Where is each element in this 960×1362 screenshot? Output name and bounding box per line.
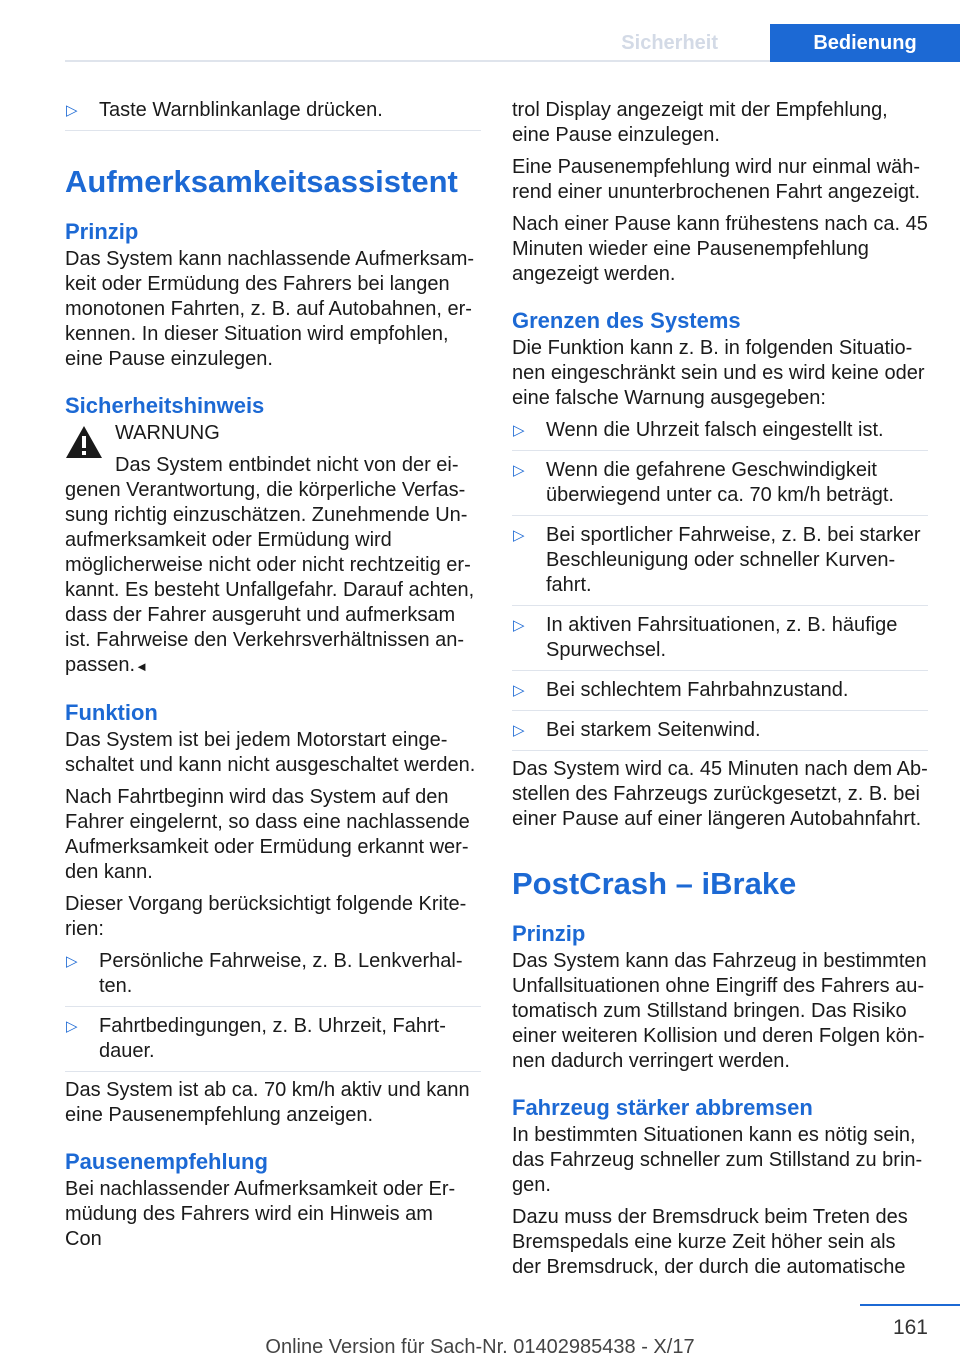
triangle-bullet-icon: ▷ xyxy=(513,617,525,634)
subheading-prinzip-2: Prinzip xyxy=(512,921,586,946)
list-item: ▷ Wenn die Uhrzeit falsch eingestellt ist. xyxy=(512,418,928,451)
section-title-postcrash: PostCrash – iBrake xyxy=(512,866,797,901)
online-version-footer: Online Version für Sach-Nr. 01402985438 - X/17 xyxy=(265,1336,695,1358)
triangle-bullet-icon: ▷ xyxy=(513,682,525,699)
tab-sicherheit[interactable]: Sicherheit xyxy=(621,32,718,54)
subheading-prinzip: Prinzip xyxy=(65,219,139,244)
funktion-text-1: Das System ist bei jedem Motorstart eingeschaltet und kann nicht ausgeschaltet werden. xyxy=(65,729,476,776)
triangle-bullet-icon: ▷ xyxy=(513,722,525,739)
subheading-funktion: Funktion xyxy=(65,700,158,725)
postcrash-prinzip-text: Das System kann das Fahrzeug in bestimmten Unfallsituationen ohne Eingriff des Fahrers automatisch zum Stillstand bringen. Das Risiko einer weiteren Kollision und deren Folgen können dadurch verringert werden. xyxy=(512,950,927,1072)
warning-triangle-icon xyxy=(65,424,103,460)
end-mark: ◄ xyxy=(135,659,148,674)
subheading-pausenempfehlung: Pausenempfehlung xyxy=(65,1149,268,1174)
list-item: ▷ Wenn die gefahrene Geschwindigkeit überwiegend unter ca. 70 km/h beträgt. xyxy=(512,458,928,516)
list-item: ▷ In aktiven Fahrsituationen, z. B. häufige Spurwechsel. xyxy=(512,613,928,671)
list-item: ▷ Fahrtbedingungen, z. B. Uhrzeit, Fahrtdauer. xyxy=(65,1014,481,1072)
tab-bedienung[interactable]: Bedienung xyxy=(770,24,960,62)
grenzen-text: Die Funktion kann z. B. in folgenden Situationen eingeschränkt sein und es wird keine oder eine falsche Warnung ausgegeben: xyxy=(512,337,925,409)
limits-list xyxy=(512,418,928,751)
right-column xyxy=(512,98,928,1287)
subheading-grenzen: Grenzen des Systems xyxy=(512,308,741,333)
list-item: ▷ Bei schlechtem Fahrbahnzustand. xyxy=(512,678,928,711)
warning-box xyxy=(65,421,481,679)
funktion-text-3: Dieser Vorgang berücksichtigt folgende Kriterien: xyxy=(65,893,467,940)
triangle-bullet-icon: ▷ xyxy=(513,422,525,439)
brake-text-2: Dazu muss der Bremsdruck beim Treten des Bremspedals eine kurze Zeit höher sein als der Bremsdruck, der durch die automatische xyxy=(512,1206,908,1278)
funktion-text-2: Nach Fahrtbeginn wird das System auf den Fahrer eingelernt, so dass eine nachlassende Aufmerksamkeit oder Ermüdung erkannt werden kann. xyxy=(65,786,470,883)
pause-text-3: Nach einer Pause kann frühestens nach ca. 45 Minuten wieder eine Pausenempfehlung angezeigt werden. xyxy=(512,213,928,285)
subheading-abbremsen: Fahrzeug stärker abbremsen xyxy=(512,1095,813,1120)
footer-rule xyxy=(860,1304,960,1306)
funktion-text-4: Das System ist ab ca. 70 km/h aktiv und kann eine Pausenempfehlung anzeigen. xyxy=(65,1079,470,1126)
top-bullet-list xyxy=(65,98,481,131)
triangle-bullet-icon: ▷ xyxy=(66,1018,78,1035)
reset-text: Das System wird ca. 45 Minuten nach dem Abstellen des Fahrzeugs zurückgesetzt, z. B. bei einer Pause auf einer längeren Autobahnfahrt. xyxy=(512,758,928,830)
triangle-bullet-icon: ▷ xyxy=(66,953,78,970)
list-item: ▷ Bei starkem Seitenwind. xyxy=(512,718,928,751)
criteria-list xyxy=(65,949,481,1072)
warning-text: Das System entbindet nicht von der eigenen Verantwortung, die körperliche Verfassung richtig einzuschätzen. Zunehmende Unaufmerksamkeit oder Ermüdung wird möglicherweise nicht oder nicht rechtzeitig erkannt. Es besteht Unfallgefahr. Darauf achten, dass der Fahrer ausgeruht und aufmerksam ist. Fahrweise den Verkehrsverhältnissen anpassen.◄ xyxy=(65,454,475,676)
triangle-bullet-icon: ▷ xyxy=(513,462,525,479)
list-item: ▷ Persönliche Fahrweise, z. B. Lenkverhalten. xyxy=(65,949,481,1007)
triangle-bullet-icon: ▷ xyxy=(513,527,525,544)
triangle-bullet-icon: ▷ xyxy=(66,102,78,119)
pause-text-2: Eine Pausenempfehlung wird nur einmal während einer ununterbrochenen Fahrt angezeigt. xyxy=(512,156,921,203)
pause-continued-text: trol Display angezeigt mit der Empfehlung, eine Pause einzulegen. xyxy=(512,99,888,146)
list-item: ▷ Bei sportlicher Fahrweise, z. B. bei starker Beschleunigung oder schneller Kurvenfahrt. xyxy=(512,523,928,606)
prinzip-text: Das System kann nachlassende Aufmerksamkeit oder Ermüdung des Fahrers bei langen monotonen Fahrten, z. B. auf Autobahnen, erkennen. In dieser Situation wird empfohlen, eine Pause einzulegen. xyxy=(65,248,475,370)
list-item: ▷ Taste Warnblinkanlage drücken. xyxy=(65,98,481,131)
warning-label: WARNUNG xyxy=(115,422,220,444)
subheading-sicherheitshinweis: Sicherheitshinweis xyxy=(65,393,265,418)
section-title-aufmerksamkeitsassistent: Aufmerksamkeitsassistent xyxy=(65,164,458,199)
page-number: 161 xyxy=(892,1316,928,1339)
left-column xyxy=(65,98,481,1259)
pause-text: Bei nachlassender Aufmerksamkeit oder Ermüdung des Fahrers wird ein Hinweis am Con xyxy=(65,1178,456,1250)
brake-text-1: In bestimmten Situationen kann es nötig sein, das Fahrzeug schneller zum Stillstand zu bringen. xyxy=(512,1124,923,1196)
